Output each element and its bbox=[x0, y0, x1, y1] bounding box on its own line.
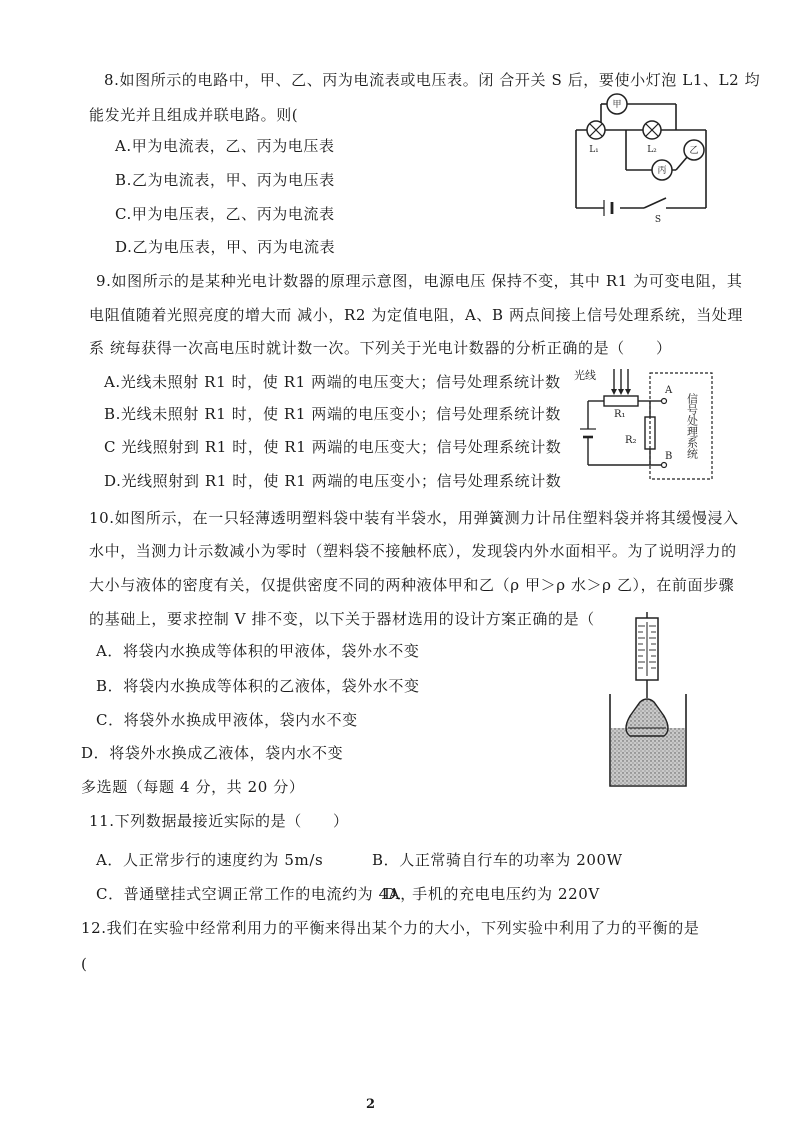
q8-stem-line2: 能发光并且组成并联电路。则( bbox=[89, 106, 299, 124]
multi-choice-section-title: 多选题（每题 4 分，共 20 分） bbox=[81, 778, 305, 796]
r1-label: R₁ bbox=[614, 409, 626, 420]
q10-option-d: D．将袋外水换成乙液体，袋内水不变 bbox=[81, 744, 344, 762]
q10-stem-line2: 水中，当测力计示数减小为零时（塑料袋不接触杯底），发现袋内外水面相平。为了说明浮力的 bbox=[89, 542, 737, 560]
q12-paren: ( bbox=[81, 955, 88, 973]
q9-stem-line2: 电阻值随着光照亮度的增大而 减小，R2 为定值电阻，A、B 两点间接上信号处理系统，当处理 bbox=[89, 306, 744, 324]
terminal-a-label: A bbox=[665, 385, 673, 396]
r2-label: R₂ bbox=[625, 435, 637, 446]
q9-photoelectric-counter-diagram bbox=[568, 365, 718, 485]
q10-option-b: B．将袋内水换成等体积的乙液体，袋外水不变 bbox=[96, 677, 420, 695]
lamp1-label: L₁ bbox=[589, 145, 599, 155]
meter-bing-label: 丙 bbox=[657, 166, 667, 176]
q10-option-a: A．将袋内水换成等体积的甲液体，袋外水不变 bbox=[96, 642, 420, 660]
q8-circuit-diagram bbox=[566, 90, 716, 230]
q10-spring-scale-beaker-diagram bbox=[606, 612, 690, 790]
page-number: 2 bbox=[366, 1097, 376, 1112]
q11-option-d: D．手机的充电电压约为 220V bbox=[384, 885, 600, 903]
terminal-b-label: B bbox=[665, 451, 673, 462]
q10-stem-line4: 的基础上，要求控制 V 排不变，以下关于器材选用的设计方案正确的是（ bbox=[89, 610, 595, 628]
switch-label: S bbox=[654, 215, 662, 225]
q8-option-b: B.乙为电流表，甲、丙为电压表 bbox=[115, 171, 335, 189]
q9-option-d: D.光线照射到 R1 时，使 R1 两端的电压变小；信号处理系统计数 bbox=[104, 472, 562, 490]
q9-option-b: B.光线未照射 R1 时，使 R1 两端的电压变小；信号处理系统计数 bbox=[104, 405, 561, 423]
q10-option-c: C．将袋外水换成甲液体，袋内水不变 bbox=[96, 711, 358, 729]
q8-option-a: A.甲为电流表，乙、丙为电压表 bbox=[115, 137, 335, 155]
q8-stem-line1: 8.如图所示的电路中，甲、乙、丙为电流表或电压表。闭 合开关 S 后，要使小灯泡 L1、L2 均 bbox=[104, 71, 761, 89]
q11-stem: 11.下列数据最接近实际的是（ ） bbox=[89, 812, 349, 830]
light-label: 光线 bbox=[574, 369, 596, 382]
q10-stem-line1: 10.如图所示，在一只轻薄透明塑料袋中装有半袋水，用弹簧测力计吊住塑料袋并将其缓慢浸入 bbox=[89, 509, 739, 527]
q9-stem-line1: 9.如图所示的是某种光电计数器的原理示意图，电源电压 保持不变，其中 R1 为可变电阻，其 bbox=[96, 272, 743, 290]
meter-yi-label: 乙 bbox=[689, 146, 699, 156]
q9-option-a: A.光线未照射 R1 时，使 R1 两端的电压变大；信号处理系统计数 bbox=[104, 373, 561, 391]
q8-option-c: C.甲为电压表，乙、丙为电流表 bbox=[115, 205, 335, 223]
q12-stem: 12.我们在实验中经常利用力的平衡来得出某个力的大小，下列实验中利用了力的平衡的是 bbox=[81, 919, 700, 937]
q8-option-d: D.乙为电压表，甲、丙为电流表 bbox=[115, 238, 336, 256]
q11-option-a: A．人正常步行的速度约为 5m/s bbox=[96, 851, 324, 869]
lamp2-label: L₂ bbox=[647, 145, 657, 155]
q10-stem-line3: 大小与液体的密度有关，仅提供密度不同的两种液体甲和乙（ρ 甲＞ρ 水＞ρ 乙），在前面步骤 bbox=[89, 576, 735, 594]
signal-system-label: 信号处理系统 bbox=[685, 393, 699, 459]
q9-option-c: C 光线照射到 R1 时，使 R1 两端的电压变大；信号处理系统计数 bbox=[104, 438, 562, 456]
q9-stem-line3: 系 统每获得一次高电压时就计数一次。下列关于光电计数器的分析正确的是（ ） bbox=[89, 339, 672, 357]
meter-jia-label: 甲 bbox=[612, 100, 622, 110]
q11-option-c: C．普通壁挂式空调正常工作的电流约为 4A， bbox=[96, 885, 416, 903]
q11-option-b: B．人正常骑自行车的功率为 200W bbox=[372, 851, 623, 869]
